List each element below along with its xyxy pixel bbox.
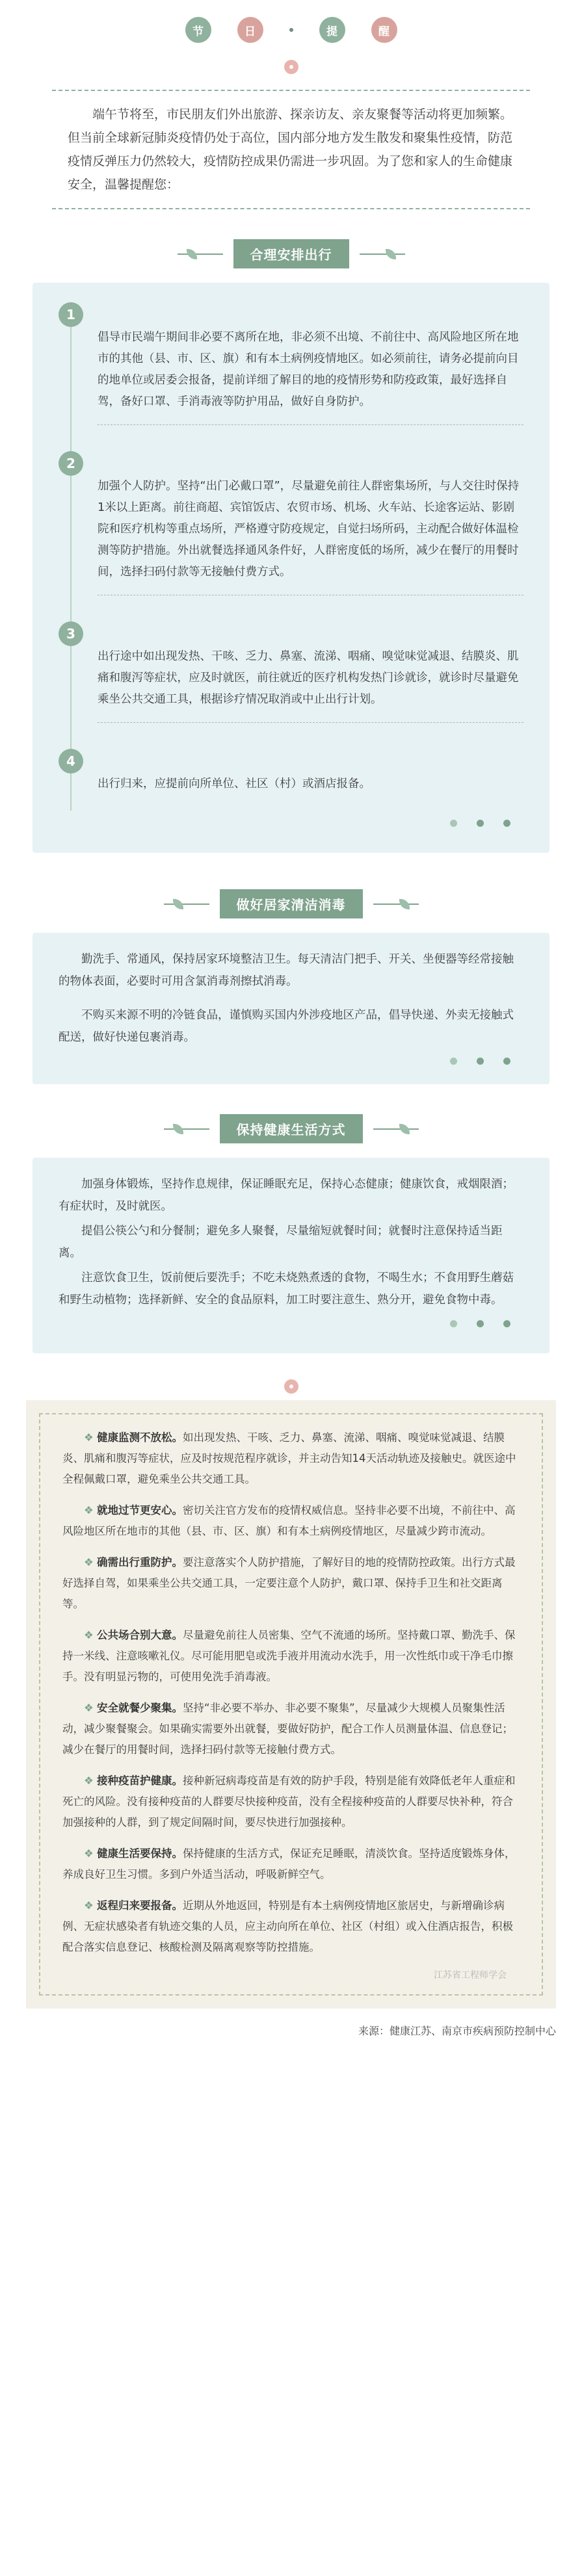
badge-2: 日 bbox=[237, 17, 263, 43]
tip-text: 密切关注官方发布的疫情权威信息。坚持非必要不出境，不前往中、高风险地区所在地市的其他（县、市、区、旗）和有本土病例疫情地区，尽量减少跨市流动。 bbox=[62, 1504, 516, 1537]
section1-title: 合理安排出行 bbox=[233, 239, 349, 268]
tip-head: 健康监测不放松。 bbox=[97, 1431, 183, 1444]
dot bbox=[503, 1058, 510, 1065]
dot bbox=[477, 1058, 484, 1065]
number-badge: 2 bbox=[59, 451, 83, 476]
dot bbox=[477, 1320, 484, 1327]
tip-head: 公共场合别大意。 bbox=[97, 1629, 183, 1641]
tip-head: 健康生活要保持。 bbox=[97, 1847, 183, 1860]
section2-panel bbox=[33, 933, 549, 1084]
leaf-icon bbox=[373, 1123, 419, 1136]
section2-title-bar bbox=[0, 889, 582, 918]
leaf-icon bbox=[373, 898, 419, 911]
tip-item: ❖ 安全就餐少聚集。坚持“非必要不举办、非必要不聚集”，尽量减少大规模人员聚集性活动，减少聚餐聚会。如果确实需要外出就餐，要做好防护，配合工作人员测量体温、信息登记；减少在餐厅的用餐时间，选择扫码付款等无接触付费方式。 bbox=[62, 1702, 513, 1756]
dot bbox=[503, 820, 510, 827]
divider bbox=[98, 424, 523, 425]
tip-item: ❖ 公共场合别大意。尽量避免前往人员密集、空气不流通的场所。坚持戴口罩、勤洗手、保持一米线、注意咳嗽礼仪。尽可能用肥皂或洗手液并用流动水洗手，用一次性纸巾或干净毛巾擦手。没有明显污物的，可使用免洗手消毒液。 bbox=[62, 1629, 516, 1683]
list-item bbox=[66, 621, 523, 749]
leaf-icon bbox=[164, 1123, 209, 1136]
dot bbox=[450, 1320, 457, 1327]
source-text: 来源：健康江苏、南京市疾病预防控制中心 bbox=[358, 2025, 556, 2037]
tip-item: ❖ 接种疫苗护健康。接种新冠病毒疫苗是有效的防护手段，特别是能有效降低老年人重症和死亡的风险。没有接种疫苗的人群要尽快接种疫苗，没有全程接种疫苗的人群要尽快补种，符合加强接种的人群，到了规定间隔时间，要尽快进行加强接种。 bbox=[62, 1775, 516, 1828]
tip-head: 确需出行重防护。 bbox=[97, 1556, 183, 1568]
watermark: 江苏省工程师学会 bbox=[434, 1970, 507, 1981]
tip-item: ❖ 确需出行重防护。要注意落实个人防护措施，了解好目的地的疫情防控政策。出行方式最好选择自驾，如果乘坐公共交通工具，一定要注意个人防护，戴口罩、保持手卫生和社交距离等。 bbox=[62, 1556, 516, 1610]
tip-text: 要注意落实个人防护措施，了解好目的地的疫情防控政策。出行方式最好选择自驾，如果乘坐公共交通工具，一定要注意个人防护，戴口罩、保持手卫生和社交距离等。 bbox=[62, 1556, 516, 1610]
tip-head: 接种疫苗护健康。 bbox=[97, 1775, 183, 1787]
number-badge: 4 bbox=[59, 749, 83, 774]
list-item bbox=[66, 451, 523, 621]
leaf-icon bbox=[178, 248, 223, 261]
leaf-icon bbox=[164, 898, 209, 911]
paragraph: 提倡公筷公勺和分餐制；避免多人聚餐，尽量缩短就餐时间；就餐时注意保持适当距离。 bbox=[59, 1225, 503, 1260]
section2-title: 做好居家清洁消毒 bbox=[220, 889, 363, 918]
tip-item: ❖ 健康生活要保持。保持健康的生活方式，保证充足睡眠，清淡饮食。坚持适度锻炼身体，养成良好卫生习惯。多到户外适当活动，呼吸新鲜空气。 bbox=[62, 1847, 516, 1880]
item-text: 出行归来，应提前向所单位、社区（村）或酒店报备。 bbox=[98, 777, 371, 790]
tip-text: 坚持“非必要不举办、非必要不聚集”，尽量减少大规模人员聚集性活动，减少聚餐聚会。如果确实需要外出就餐，要做好防护，配合工作人员测量体温、信息登记；减少在餐厅的用餐时间，选择扫码付款等无接触付费方式。 bbox=[62, 1702, 513, 1756]
dot bbox=[503, 1320, 510, 1327]
badge-4: 醒 bbox=[371, 17, 397, 43]
tip-head: 就地过节更安心。 bbox=[97, 1504, 183, 1516]
list-item bbox=[66, 749, 523, 811]
flower-icon bbox=[0, 60, 582, 74]
pager-dots bbox=[59, 820, 523, 827]
list-item bbox=[66, 302, 523, 451]
tip-text: 近期从外地返回，特别是有本土病例疫情地区旅居史，与新增确诊病例、无症状感染者有轨迹交集的人员，应主动向所在单位、社区（村组）或入住酒店报告，积极配合落实信息登记、核酸检测及隔离观察等防控措施。 bbox=[62, 1899, 513, 1953]
item-text: 倡导市民端午期间非必要不离所在地，非必须不出境、不前往中、高风险地区所在地市的其他（县、市、区、旗）和有本土病例疫情地区。如必须前往，请务必提前向目的地单位或居委会报备，提前详细了解目的地的疫情形势和防疫政策，最好选择自驾，备好口罩、手消毒液等防护用品，做好自身防护。 bbox=[98, 331, 519, 408]
tips-box bbox=[39, 1413, 543, 1996]
paragraph: 注意饮食卫生，饭前便后要洗手；不吃未烧熟煮透的食物，不喝生水；不食用野生蘑菇和野生动植物；选择新鲜、安全的食品原料，加工时要注意生、熟分开，避免食物中毒。 bbox=[59, 1271, 514, 1307]
paragraph: 加强身体锻炼，坚持作息规律，保证睡眠充足，保持心态健康；健康饮食，戒烟限酒；有症状时，及时就医。 bbox=[59, 1178, 514, 1213]
tip-head: 安全就餐少聚集。 bbox=[97, 1702, 183, 1714]
leaf-icon bbox=[360, 248, 405, 261]
section3-panel bbox=[33, 1158, 549, 1353]
dot bbox=[477, 820, 484, 827]
paragraph: 不购买来源不明的冷链食品，谨慎购买国内外涉疫地区产品，倡导快递、外卖无接触式配送，做好快递包裹消毒。 bbox=[59, 1009, 514, 1044]
tips-section bbox=[26, 1400, 556, 2009]
tip-item: ❖ 就地过节更安心。密切关注官方发布的疫情权威信息。坚持非必要不出境，不前往中、高风险地区所在地市的其他（县、市、区、旗）和有本土病例疫情地区，尽量减少跨市流动。 bbox=[62, 1504, 516, 1537]
paragraph: 勤洗手、常通风，保持居家环境整洁卫生。每天清洁门把手、开关、坐便器等经常接触的物体表面，必要时可用含氯消毒剂擦拭消毒。 bbox=[59, 953, 514, 988]
tip-item: ❖ 健康监测不放松。如出现发热、干咳、乏力、鼻塞、流涕、咽痛、嗅觉味觉减退、结膜炎、肌痛和腹泻等症状，应及时按规范程序就诊，并主动告知14天活动轨迹及接触史。就医途中全程佩戴口罩，避免乘坐公共交通工具。 bbox=[62, 1431, 516, 1485]
tip-item: ❖ 返程归来要报备。近期从外地返回，特别是有本土病例疫情地区旅居史，与新增确诊病例、无症状感染者有轨迹交集的人员，应主动向所在单位、社区（村组）或入住酒店报告，积极配合落实信息登记、核酸检测及隔离观察等防控措施。 bbox=[62, 1899, 513, 1953]
pager-dots bbox=[59, 1320, 523, 1327]
tip-text: 尽量避免前往人员密集、空气不流通的场所。坚持戴口罩、勤洗手、保持一米线、注意咳嗽礼仪。尽可能用肥皂或洗手液并用流动水洗手，用一次性纸巾或干净毛巾擦手。没有明显污物的，可使用免洗手消毒液。 bbox=[62, 1629, 516, 1683]
header-badges bbox=[0, 0, 582, 43]
section3-title: 保持健康生活方式 bbox=[220, 1114, 363, 1143]
intro-text: 端午节将至，市民朋友们外出旅游、探亲访友、亲友聚餐等活动将更加频繁。但当前全球新冠肺炎疫情仍处于高位，国内部分地方发生散发和聚集性疫情，防范疫情反弹压力仍然较大，疫情防控成果仍需进一步巩固。为了您和家人的生命健康安全，温馨提醒您： bbox=[68, 107, 513, 192]
tip-text: 接种新冠病毒疫苗是有效的防护手段，特别是能有效降低老年人重症和死亡的风险。没有接种疫苗的人群要尽快接种疫苗，没有全程接种疫苗的人群要尽快补种，符合加强接种的人群，到了规定间隔时间，要尽快进行加强接种。 bbox=[62, 1775, 516, 1828]
pager-dots bbox=[59, 1058, 523, 1065]
tip-text: 如出现发热、干咳、乏力、鼻塞、流涕、咽痛、嗅觉味觉减退、结膜炎、肌痛和腹泻等症状，应及时按规范程序就诊，并主动告知14天活动轨迹及接触史。就医途中全程佩戴口罩，避免乘坐公共交通工具。 bbox=[62, 1431, 516, 1485]
flower-icon bbox=[0, 1379, 582, 1394]
dot bbox=[450, 1058, 457, 1065]
item-text: 加强个人防护。坚持“出门必戴口罩”，尽量避免前往人群密集场所，与人交往时保持1米以上距离。前往商超、宾馆饭店、农贸市场、机场、火车站、长途客运站、影剧院和医疗机构等重点场所，严格遵守防疫规定，自觉扫场所码，主动配合做好体温检测等防护措施。外出就餐选择通风条件好，人群密度低的场所，减少在餐厅的用餐时间，选择扫码付款等无接触付费方式。 bbox=[98, 480, 520, 579]
number-badge: 3 bbox=[59, 621, 83, 646]
section1-panel bbox=[33, 283, 549, 853]
dot-separator bbox=[289, 28, 293, 32]
section1-title-bar bbox=[0, 239, 582, 268]
intro-box bbox=[52, 90, 530, 209]
item-text: 出行途中如出现发热、干咳、乏力、鼻塞、流涕、咽痛、嗅觉味觉减退、结膜炎、肌痛和腹泻等症状，应及时就医，前往就近的医疗机构发热门诊就诊，就诊时尽量避免乘坐公共交通工具，根据诊疗情况取消或中止出行计划。 bbox=[98, 650, 519, 706]
number-badge: 1 bbox=[59, 302, 83, 327]
section3-title-bar bbox=[0, 1114, 582, 1143]
divider bbox=[98, 722, 523, 723]
badge-1: 节 bbox=[185, 17, 211, 43]
dot bbox=[450, 820, 457, 827]
tip-text: 保持健康的生活方式，保证充足睡眠，清淡饮食。坚持适度锻炼身体，养成良好卫生习惯。多到户外适当活动，呼吸新鲜空气。 bbox=[62, 1847, 516, 1880]
tip-head: 返程归来要报备。 bbox=[97, 1899, 183, 1912]
badge-3: 提 bbox=[319, 17, 345, 43]
